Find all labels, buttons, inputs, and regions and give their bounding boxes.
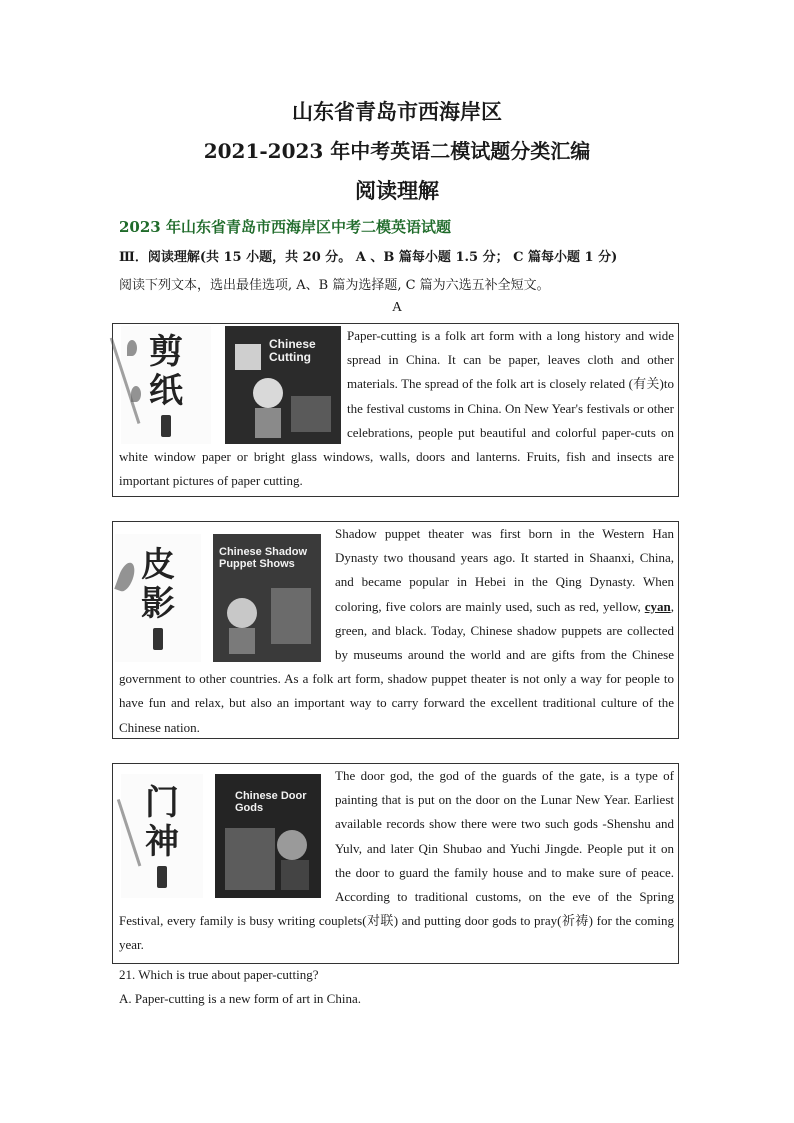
highlighted-word: cyan — [644, 598, 671, 614]
question-21: 21. Which is true about paper-cutting? — [119, 967, 319, 982]
calligraphy-char: 皮 — [141, 544, 175, 585]
passage-text — [119, 764, 674, 958]
calligraphy-char: 门 — [145, 782, 179, 823]
passage-body: Shadow puppet theater was first born in the Western Han Dynasty two thousand years ago. It started in Shaanxi, China, and became popular in Hebei in the Qing Dynasty. When coloring, five colors are mainly used, such as red, yellow, — [335, 526, 674, 614]
document-title-years: 2021-2023 年中考英语二模试题分类汇编 — [203, 139, 591, 163]
passage-body: , green, and black. Today, Chinese shadow puppets are collected by museums around the world and are gifts from the Chinese government to other countries. As a folk art form, shadow puppet theater is not only a way for people to have fun and relax, but also an important way to carry forward the excellent traditional culture of the Chinese nation. — [119, 598, 674, 735]
passage-box-shadow-puppet — [112, 521, 679, 739]
passage-body: The door god, the god of the guards of the gate, is a type of painting that is put on the door on the Lunar New Year. Earliest available records show there were two such gods -Shenshu and Yulv, and later Qin Shubao and Yuchi Jingde. People put it on the door to guard the family house and to make sure of peace. According to traditional customs, on the eve of the Spring Festival, every family is busy writing couplets(对联) and putting door gods to pray(祈祷) for the coming year. — [119, 768, 674, 953]
passage-box-door-god — [112, 763, 679, 964]
book-title: Chinese Cutting — [269, 337, 316, 365]
book-title: Chinese Door Gods — [235, 790, 307, 815]
calligraphy-char: 剪 — [149, 331, 183, 372]
calligraphy-char: 影 — [141, 584, 175, 624]
question-21-option-a: A. Paper-cutting is a new form of art in China. — [119, 991, 361, 1006]
calligraphy-char: 神 — [145, 822, 179, 862]
passage-letter: A — [391, 300, 403, 315]
passage-text — [119, 522, 674, 740]
passage-text — [119, 324, 674, 493]
calligraphy-char: 纸 — [149, 371, 183, 411]
exam-section-heading: 2023 年山东省青岛市西海岸区中考二模英语试题 — [119, 218, 451, 236]
document-title-region: 山东省青岛市西海岸区 — [292, 99, 502, 124]
part-description: Ⅲ．阅读理解(共 15 小题，共 20 分。 A 、B 篇每小题 1.5 分； C 篇每小题 1 分) — [119, 250, 618, 265]
instruction-text: 阅读下列文本，选出最佳选项, A、B 篇为选择题, C 篇为六选五补全短文。 — [119, 278, 550, 293]
passage-body: Paper-cutting is a folk art form with a long history and wide spread in China. It can be paper, leaves cloth and other materials. The spread of the folk art is closely related (有关)to the festival customs in China. On New Year's festivals or other celebrations, people put beautiful and colorful paper-cuts on white window paper or bright glass windows, walls, doors and lanterns. Fruits, fish and insects are important pictures of paper cutting. — [119, 328, 674, 489]
passage-box-paper-cutting — [112, 323, 679, 497]
document-title-topic: 阅读理解 — [355, 178, 439, 203]
book-title: Chinese Shadow Puppet Shows — [219, 546, 308, 571]
